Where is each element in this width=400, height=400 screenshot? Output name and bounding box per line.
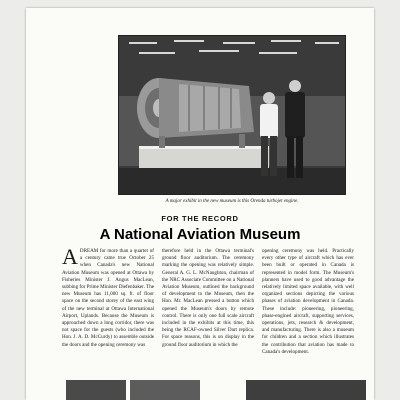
engine-photo	[118, 35, 346, 195]
bottom-photo-1	[66, 380, 126, 400]
article-column-1	[62, 244, 154, 378]
article-title: A National Aviation Museum	[99, 226, 301, 243]
column-1-text: DREAM for more than a quarter of a century came true October 25 when Canada's new National Aviation Museum was opened at Ottawa by Fisheries Minister J. Angus MacLean, subbing for Prime Minister Diefenbaker. The new Museum has 11,000 sq. ft. of floor space on the second storey of the east wing of the new terminal at Ottawa International Airport, Uplands. Because the Museum is approached down a long corridor, there was not space for the guests (who included the Hon. J. A. D. McCurdy) to assemble outside the doors and the opening ceremony was	[62, 248, 154, 348]
article-body	[62, 244, 354, 378]
bottom-photo-2	[130, 380, 200, 400]
column-3-text: opening ceremony was held. Practically every other type of aircraft which has ever been built or operated in Canada is represented in model form. The Museum's planners have used to good advantage the relatively limited space available, with well organized sections depicting the various phases of aviation development in Canada. These include: pioneering, pioneering, phase-engined aircraft, supporting services, operations, jets, research & development, and manufacturing. There is also a museum for children and a section which illustrates the contribution that aviation has made to Canada's development.	[262, 248, 354, 355]
orenda-engine-illustration	[119, 36, 345, 194]
drop-cap: A	[62, 244, 78, 269]
photo-caption: A major exhibit in the new museum is this Orenda turbojet engine.	[165, 199, 299, 204]
bottom-photo-strip	[66, 380, 366, 400]
article-column-2	[162, 248, 254, 378]
bottom-photo-3	[246, 380, 366, 400]
article-column-3	[262, 248, 354, 378]
column-2-text: therefore held in the Ottawa terminal's ground floor auditorium. The ceremony marking the opening was relatively simple. General A. G. L. McNaughton, chairman of the NRC Associate Committee on a National Aviation Museum, outlined the background of development to the Museum, then the Hon. Mr. MacLean pressed a button which opened the Museum's doors by remote control. There is only one full scale aircraft included in the exhibits at this time, this being the RCAF-owned Silver Dart replica. For space reasons, this is on display in the ground floor auditorium in which the	[162, 248, 254, 348]
magazine-page	[26, 8, 374, 400]
section-label: FOR THE RECORD	[161, 214, 239, 223]
